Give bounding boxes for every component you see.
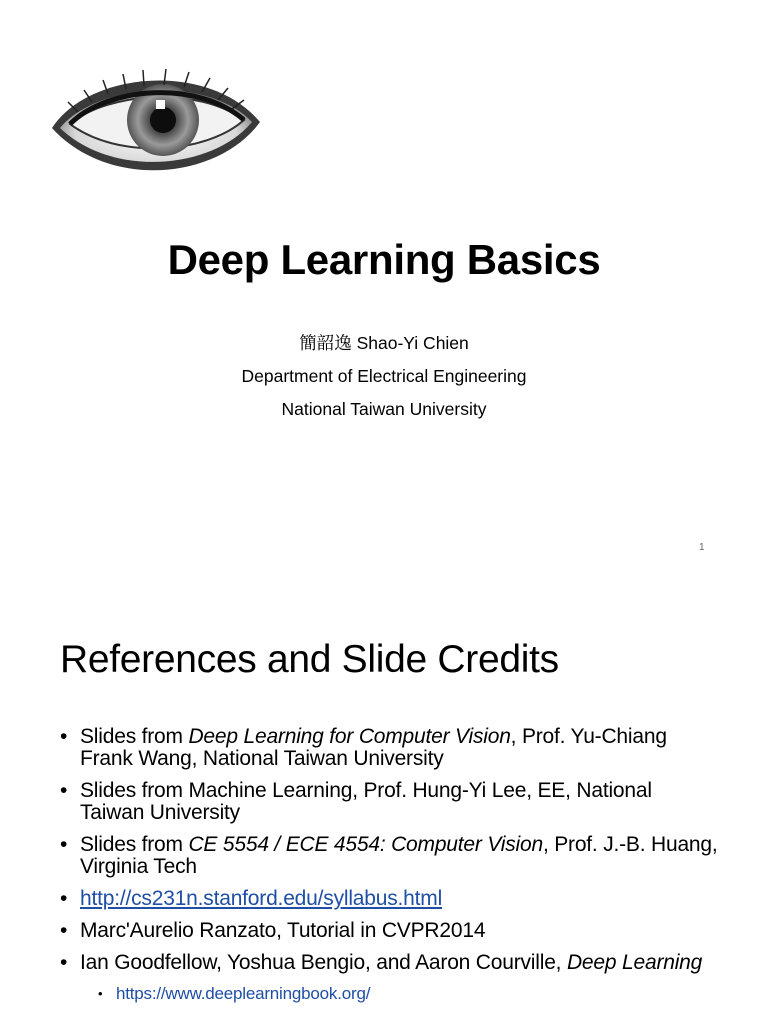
reference-list	[60, 726, 720, 1014]
department: Department of Electrical Engineering	[241, 366, 527, 386]
reference-item: • Marc'Aurelio Ranzato, Tutorial in CVPR2014	[60, 920, 720, 942]
reference-item: • Slides from Deep Learning for Computer Vision, Prof. Yu-Chiang Frank Wang, National Taiwan University	[60, 726, 720, 770]
reference-item: • Slides from Machine Learning, Prof. Hung-Yi Lee, EE, National Taiwan University	[60, 780, 720, 824]
sub-reference-item	[98, 984, 720, 1004]
sub-reference-list	[80, 984, 720, 1004]
slide-title: Deep Learning Basics	[167, 236, 601, 283]
reference-item: • Ian Goodfellow, Yoshua Bengio, and Aaron Courville, Deep Learning • https://www.deeplearningbook.org/	[60, 952, 720, 1004]
references-slide	[0, 576, 768, 1024]
eye-illustration	[48, 62, 264, 186]
deeplearningbook-link[interactable]: https://www.deeplearningbook.org/	[116, 984, 371, 1003]
reference-item: • Slides from CE 5554 / ECE 4554: Computer Vision, Prof. J.-B. Huang, Virginia Tech	[60, 834, 720, 878]
university: National Taiwan University	[281, 399, 487, 419]
cs231n-link[interactable]: http://cs231n.stanford.edu/syllabus.html	[80, 887, 443, 910]
reference-item	[60, 888, 720, 910]
page-number: 1	[699, 542, 705, 553]
author-name: 簡韶逸 Shao-Yi Chien	[299, 333, 469, 353]
slide-title: References and Slide Credits	[60, 638, 559, 681]
